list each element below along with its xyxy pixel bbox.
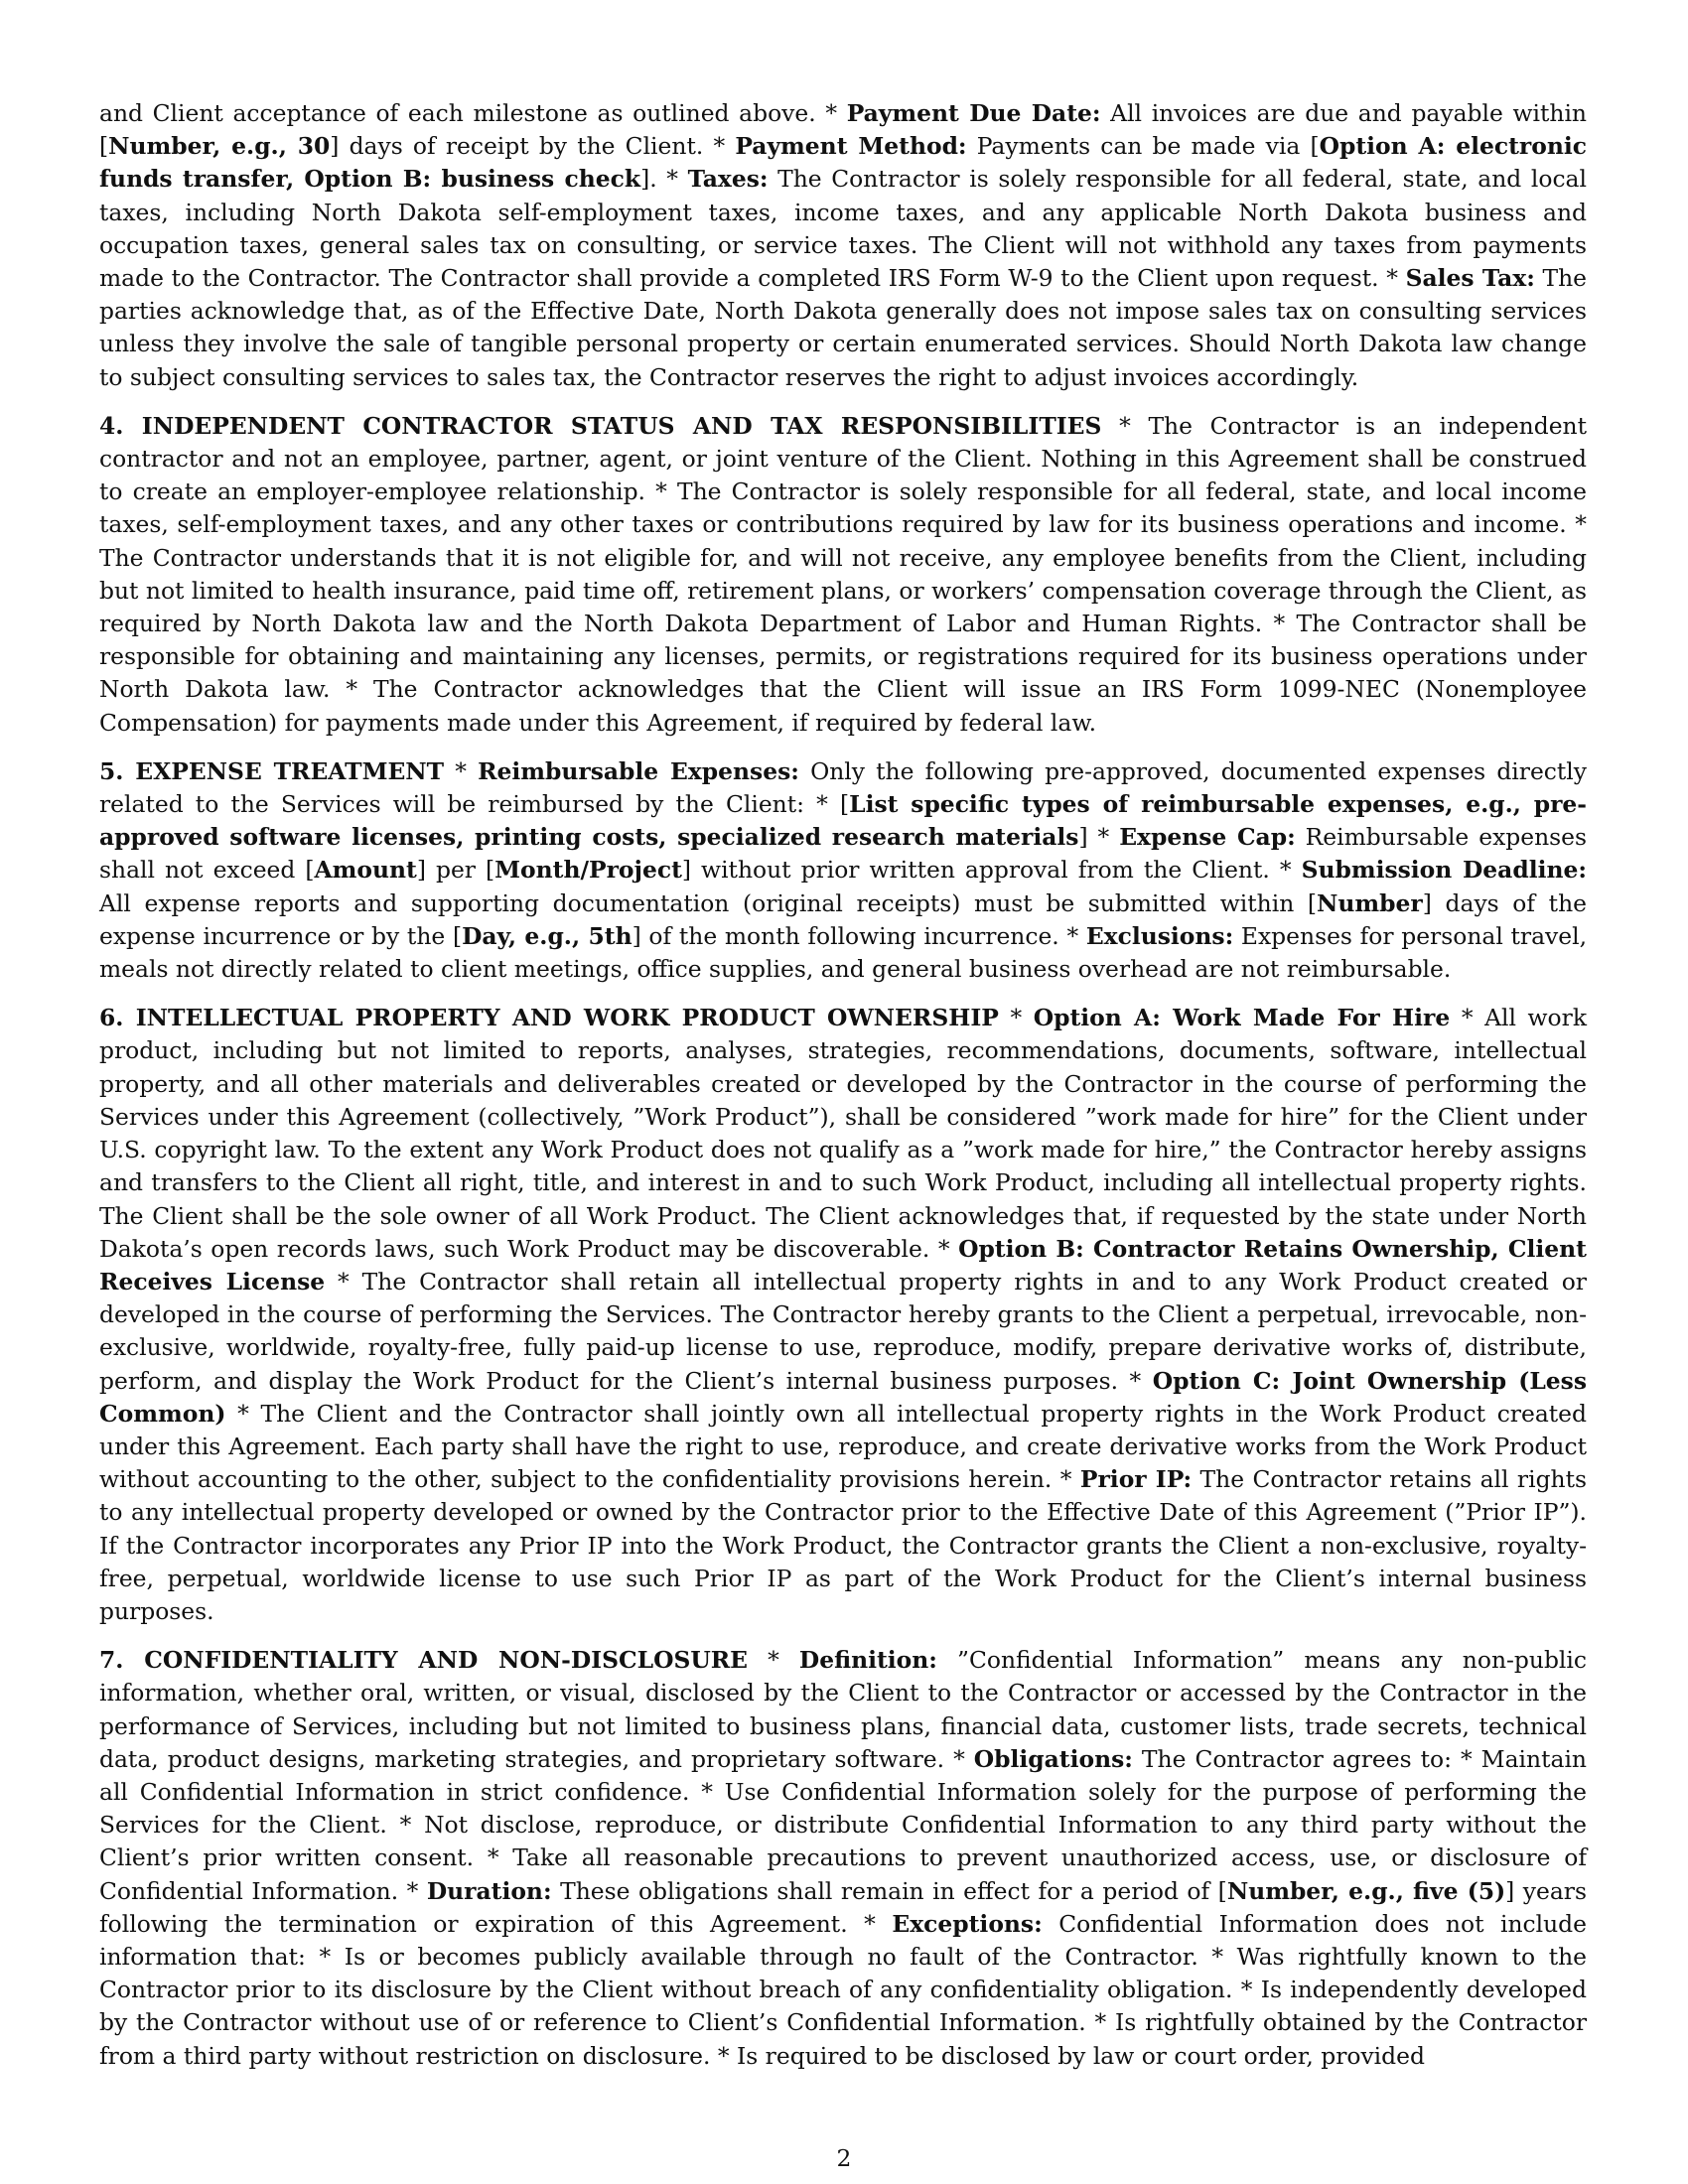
bold-text: Expense Cap: xyxy=(1119,823,1296,852)
bold-text: Sales Tax: xyxy=(1405,264,1535,293)
bold-text: 4. INDEPENDENT CONTRACTOR STATUS AND TAX RESPONSIBILITIES xyxy=(99,411,1102,440)
bold-text: Exclusions: xyxy=(1085,921,1234,950)
bold-text: Payment Due Date: xyxy=(846,99,1101,127)
text-run: ”Confidential Information” means any non-public information, whether oral, written, or visual, disclosed by the Client to the Contractor or accessed by the Contractor in the performance of Services, including but not limited to business plans, financial data, customer lists, trade secrets, technical data, product designs, marketing strategies, and proprietary software. * xyxy=(99,1646,1587,1773)
bold-text: Option B: Contractor Retains Ownership, Client Receives License xyxy=(99,1234,1587,1296)
text-run: * The Client and the Contractor shall jointly own all intellectual property rights in the Work Product created under this Agreement. Each party shall have the right to use, reproduce, and create derivative works from the Work Product without accounting to the other, subject to the confidentiality provisions herein. * xyxy=(99,1399,1587,1494)
bold-text: Number xyxy=(1317,888,1423,917)
text-run: ] without prior written approval from the Client. * xyxy=(681,856,1302,885)
bold-text: Submission Deadline: xyxy=(1301,856,1587,885)
text-run: Reimbursable expenses shall not exceed [ xyxy=(99,823,1587,885)
text-run: * All work product, including but not limited to reports, analyses, strategies, recommendations, documents, software, intellectual property, and all other materials and deliverables created or developed by the Contractor in the course of performing the Services under this Agreement (collectively, ”Work Product”), shall be considered ”work made for hire” for the Client under U.S. copyright law. To the extent any Work Product does not qualify as a ”work made for hire,” the Contractor hereby assigns and transfers to the Client all right, title, and interest in and to such Work Product, including all intellectual property rights. The Client shall be the sole owner of all Work Product. The Client acknowledges that, if requested by the state under North Dakota’s open records laws, such Work Product may be discoverable. * xyxy=(99,1004,1587,1263)
bold-text: Payment Method: xyxy=(735,132,967,161)
bold-text: 5. EXPENSE TREATMENT xyxy=(99,756,445,785)
bold-text: Amount xyxy=(314,856,417,885)
text-run: * xyxy=(998,1004,1034,1032)
text-run: The Contractor retains all rights to any intellectual property developed or owned by the Contractor prior to the Effective Date of this Agreement (”Prior IP”). If the Contractor incorporates any Prior IP into the Work Product, the Contractor grants the Client a non-exclusive, royalty-free, perpetual, worldwide license to use such Prior IP as part of the Work Product for the Client’s internal business purposes. xyxy=(99,1465,1588,1625)
text-run: The Contractor agrees to: * Maintain all Confidential Information in strict confidence. * Use Confidential Information solely for the purpose of performing the Services for the Client. * Not disclose, reproduce, or distribute Confidential Information to any third party without the Client’s prior written consent. * Take all reasonable precautions to prevent unauthorized access, use, or disclosure of Confidential Information. * xyxy=(99,1744,1587,1905)
text-run: The parties acknowledge that, as of the Effective Date, North Dakota generally does not impose sales tax on consulting services unless they involve the sale of tangible personal property or certain enumerated services. Should North Dakota law change to subject consulting services to sales tax, the Contractor reserves the right to adjust invoices accordingly. xyxy=(99,264,1587,391)
bold-text: Month/Project xyxy=(494,856,682,885)
text-run: All expense reports and supporting documentation (original receipts) must be submitted within [ xyxy=(99,888,1318,917)
text-run: ] per [ xyxy=(416,856,495,885)
text-run: Only the following pre-approved, documented expenses directly related to the Services will be reimbursed by the Client: * [ xyxy=(99,756,1588,819)
text-run: ] * xyxy=(1078,823,1120,852)
bold-text: Option C: Joint Ownership (Less Common) xyxy=(99,1366,1587,1428)
bold-text: Definition: xyxy=(798,1646,937,1675)
document-page xyxy=(99,97,1587,2089)
bold-text: Number, e.g., five (5) xyxy=(1226,1876,1506,1905)
text-run: ] of the month following incurrence. * xyxy=(632,921,1086,950)
text-run: * xyxy=(444,756,479,785)
text-run: ]. * xyxy=(640,165,688,194)
text-run: * The Contractor is an independent contractor and not an employee, partner, agent, or joint venture of the Client. Nothing in this Agreement shall be construed to create an employer-employee relationship. * The Contractor is solely responsible for all federal, state, and local income taxes, self-employment taxes, and any other taxes or contributions required by law for its business operations and income. * The Contractor understands that it is not eligible for, and will not receive, any employee benefits from the Client, including but not limited to health insurance, paid time off, retirement plans, or workers’ compensation coverage through the Client, as required by North Dakota law and the North Dakota Department of Labor and Human Rights. * The Contractor shall be responsible for obtaining and maintaining any licenses, permits, or registrations required for its business operations under North Dakota law. * The Contractor acknowledges that the Client will issue an IRS Form 1099-NEC (Nonemployee Compensation) for payments made under this Agreement, if required by federal law. xyxy=(99,411,1588,737)
paragraph-section-6 xyxy=(99,1002,1587,1628)
bold-text: Duration: xyxy=(426,1876,552,1905)
text-run: * xyxy=(748,1646,799,1675)
bold-text: Number, e.g., 30 xyxy=(108,132,331,161)
bold-text: 6. INTELLECTUAL PROPERTY AND WORK PRODUCT OWNERSHIP xyxy=(99,1004,999,1032)
page-number: 2 xyxy=(836,2144,852,2172)
text-run: All invoices are due and payable within [ xyxy=(99,99,1587,161)
text-run: and Client acceptance of each milestone as outlined above. * xyxy=(99,99,847,127)
text-run: Confidential Information does not include information that: * Is or becomes publicly available through no fault of the Contractor. * Was rightfully known to the Contractor prior to its disclosure by the Client without breach of any confidentiality obligation. * Is independently developed by the Contractor without use of or reference to Client’s Confidential Information. * Is rightfully obtained by the Contractor from a third party without restriction on disclosure. * Is required to be disclosed by law or court order, provided xyxy=(99,1909,1587,2070)
text-run: Payments can be made via [ xyxy=(966,132,1320,161)
bold-text: Day, e.g., 5th xyxy=(462,921,633,950)
bold-text: Prior IP: xyxy=(1079,1465,1193,1494)
text-run: These obligations shall remain in effect for a period of [ xyxy=(551,1876,1227,1905)
text-run: The Contractor is solely responsible for all federal, state, and local taxes, including North Dakota self-employment taxes, income taxes, and any applicable North Dakota business and occupation taxes, general sales tax on consulting, or service taxes. The Client will not withhold any taxes from payments made to the Contractor. The Contractor shall provide a completed IRS Form W-9 to the Client upon request. * xyxy=(99,165,1587,293)
bold-text: Obligations: xyxy=(973,1744,1133,1773)
text-run: * The Contractor shall retain all intellectual property rights in and to any Work Product created or developed in the course of performing the Services. The Contractor hereby grants to the Client a perpetual, irrevocable, non-exclusive, worldwide, royalty-free, fully paid-up license to use, reproduce, modify, prepare derivative works of, distribute, perform, and display the Work Product for the Client’s internal business purposes. * xyxy=(99,1267,1587,1395)
bold-text: Option A: electronic funds transfer, Option B: business check xyxy=(99,132,1587,194)
bold-text: Reimbursable Expenses: xyxy=(478,756,799,785)
paragraph-section-7 xyxy=(99,1644,1587,2073)
bold-text: List specific types of reimbursable expenses, e.g., pre-approved software licenses, printing costs, specialized research materials xyxy=(99,790,1587,852)
paragraph-section-4 xyxy=(99,410,1587,740)
bold-text: 7. CONFIDENTIALITY AND NON-DISCLOSURE xyxy=(99,1646,749,1675)
paragraph-payment-terms xyxy=(99,97,1587,394)
text-run: ] days of the expense incurrence or by the [ xyxy=(99,888,1587,950)
bold-text: Exceptions: xyxy=(892,1909,1043,1938)
text-run: Expenses for personal travel, meals not directly related to client meetings, office supplies, and general business overhead are not reimbursable. xyxy=(99,921,1588,984)
bold-text: Taxes: xyxy=(687,165,769,194)
paragraph-section-5 xyxy=(99,755,1587,986)
text-run: ] days of receipt by the Client. * xyxy=(330,132,736,161)
text-run: ] years following the termination or expiration of this Agreement. * xyxy=(99,1876,1587,1938)
bold-text: Option A: Work Made For Hire xyxy=(1033,1004,1451,1032)
